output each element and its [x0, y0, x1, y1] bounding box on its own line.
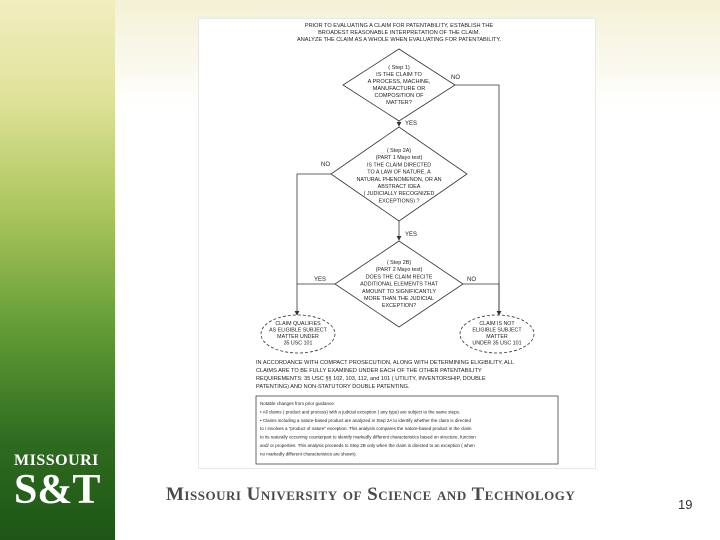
- step2b-line: DOES THE CLAIM RECITE: [365, 274, 433, 281]
- logo-top-text: MISSOURI: [14, 452, 99, 469]
- header-line: BROADEST REASONABLE INTERPRETATION OF THE CLAIM.: [318, 30, 480, 36]
- flowchart-header: [297, 23, 501, 43]
- step2a-line: ABSTRACT IDEA: [377, 184, 421, 190]
- step1-line: ( Step 1): [388, 65, 410, 71]
- not-eligible-line: CLAIM IS NOT: [479, 321, 515, 327]
- step2a-line: ( Step 2A): [386, 148, 412, 154]
- label-no-step1: NO: [451, 75, 460, 81]
- university-logo: [14, 452, 110, 512]
- footer-university-title: Missouri University of Science and Technology: [166, 484, 576, 505]
- changes-line: Notable changes from prior guidance:: [260, 401, 336, 406]
- qualifies-line: CLAIM QUALIFIES: [275, 321, 321, 327]
- changes-line: to / involves a "product of nature" exception. This analysis compares the nature-based product in the claim: [260, 426, 472, 432]
- step1-diamond: [343, 49, 455, 121]
- step2b-line: EXCEPTION?: [381, 303, 417, 310]
- label-no-step2b: NO: [467, 277, 476, 283]
- step1-line: COMPOSITION OF: [374, 93, 424, 99]
- changes-line: • All claims ( product and process) with a judicial exception ( any type) are subject to the same steps.: [260, 409, 461, 415]
- qualifies-line: MATTER UNDER: [277, 334, 319, 340]
- step2a-line: TO A LAW OF NATURE, A: [367, 169, 431, 176]
- label-no-step2a: NO: [321, 162, 330, 168]
- changes-line: to its naturally occurring counterpart to identify markedly different characteristics based on structure, function: [260, 434, 476, 440]
- step2a-line: ( JUDICIALLY RECOGNIZED: [363, 191, 435, 198]
- note-line: REQUIREMENTS: 35 USC §§ 102, 103, 112, and 101 ( UTILITY, INVENTORSHIP, DOUBLE: [256, 376, 486, 382]
- step1-line: A PROCESS, MACHINE,: [367, 79, 431, 85]
- step2b-line: ADDITIONAL ELEMENTS THAT: [360, 281, 438, 288]
- label-yes-step2a: YES: [405, 232, 418, 238]
- step2b-line: AMOUNT TO SIGNIFICANTLY: [362, 288, 436, 295]
- step2a-line: IS THE CLAIM DIRECTED: [366, 162, 432, 169]
- step1-line: MANUFACTURE OR: [372, 86, 426, 92]
- header-line: PRIOR TO EVALUATING A CLAIM FOR PATENTABILITY, ESTABLISH THE: [304, 23, 494, 29]
- not-eligible-line: UNDER 35 USC 101: [472, 340, 522, 347]
- step2b-line: MORE THAN THE JUDICIAL: [364, 296, 434, 302]
- not-eligible-line: ELIGIBLE SUBJECT: [472, 327, 522, 334]
- header-line: ANALYZE THE CLAIM AS A WHOLE WHEN EVALUATING FOR PATENTABILITY.: [296, 37, 502, 43]
- step2a-line: EXCEPTIONS) ?: [378, 198, 420, 205]
- logo-bottom-text: S&T: [14, 467, 101, 513]
- step1-line: IS THE CLAIM TO: [376, 72, 422, 78]
- changes-line: • Claims including a nature-based product are analyzed in Step 2A to identify whether the claim is directed: [260, 417, 471, 423]
- label-yes-step1: YES: [405, 121, 418, 127]
- note-line: CLAIMS ARE TO BE FULLY EXAMINED UNDER EACH OF THE OTHER PATENTABILITY: [256, 368, 482, 374]
- step2b-line: ( Step 2B): [386, 260, 412, 266]
- note-line: IN ACCORDANCE WITH COMPACT PROSECUTION, ALONG WITH DETERMINING ELIGIBILITY, ALL: [256, 360, 514, 366]
- step2a-line: (PART 1 Mayo test): [375, 155, 423, 162]
- label-yes-step2b: YES: [314, 277, 327, 283]
- changes-line: no markedly different characteristics are shown).: [260, 451, 357, 457]
- note-line: PATENTING) AND NON-STATUTORY DOUBLE PATENTING.: [256, 384, 410, 390]
- flowchart-image: [198, 18, 596, 469]
- changes-line: and/ or properties. This analysis proceeds to Step 2B only when the claim is directed to an exception ( when: [260, 443, 475, 448]
- page-number: 19: [678, 497, 693, 512]
- qualifies-line: 35 USC 101: [283, 340, 313, 347]
- step2a-line: NATURAL PHENOMENON, OR AN: [356, 176, 442, 183]
- compact-prosecution-note: [256, 360, 514, 390]
- step1-line: MATTER?: [386, 100, 412, 106]
- flowchart: [199, 19, 595, 468]
- not-eligible-line: MATTER: [486, 334, 508, 340]
- step2b-line: (PART 2 Mayo test): [375, 267, 423, 274]
- qualifies-line: AS ELIGIBLE SUBJECT: [269, 327, 327, 334]
